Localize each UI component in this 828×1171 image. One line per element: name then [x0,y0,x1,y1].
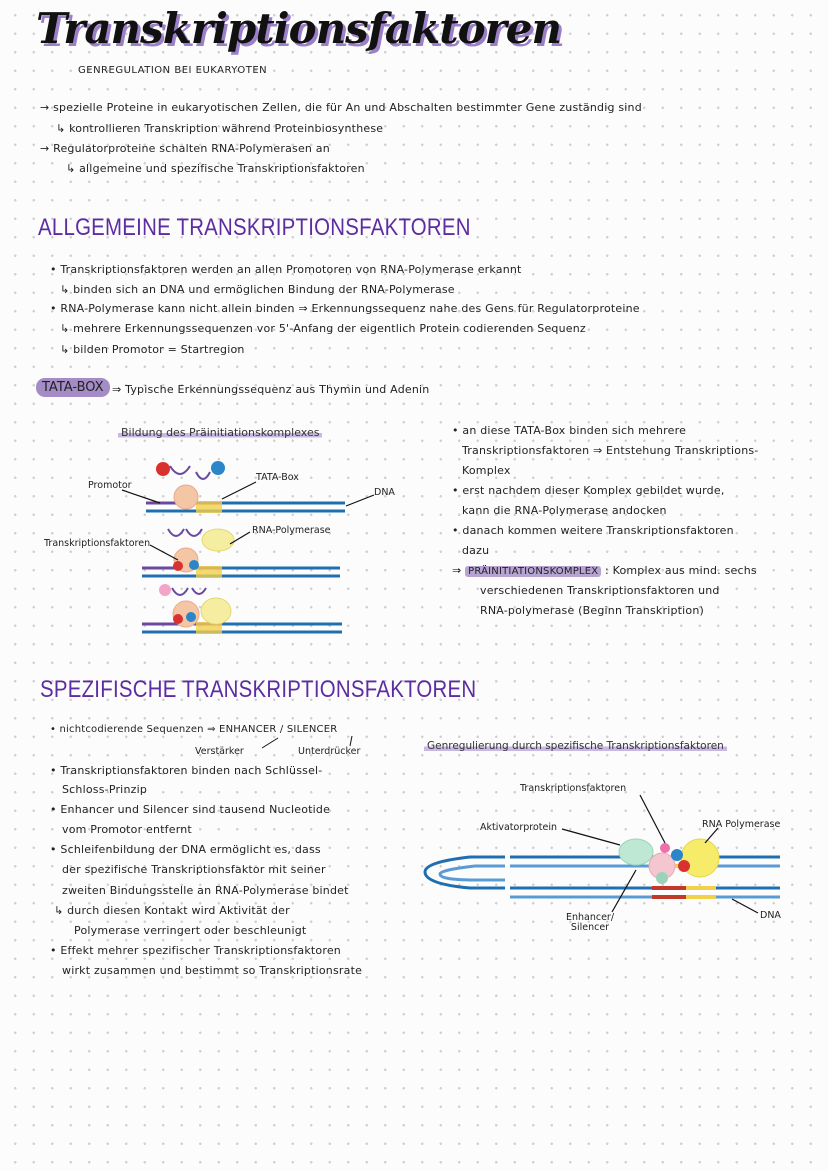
heading-allgemein: ALLGEMEINE TRANSKRIPTIONSFAKTOREN [38,214,471,241]
allgemein-line-5: ↳ bilden Promotor = Startregion [60,343,245,356]
promotor-segment [686,895,716,899]
spez-line-9: ↳ durch diesen Kontakt wird Aktivität der [54,904,290,917]
intro-line-3: → Regulatorproteine schalten RNA-Polymerasen an [40,142,330,155]
tf-green [656,872,668,884]
pik-tag: PRÄINITIATIONSKOMPLEX [465,566,601,577]
label-rna-polymerase: RNA-Polymerase [252,525,331,536]
allgemein-line-2: ↳ binden sich an DNA und ermöglichen Bindung der RNA-Polymerase [60,283,455,296]
tf-red [678,860,690,872]
dna-loop [425,857,505,888]
spez-line-8: zweiten Bindungsstelle an RNA-Polymerase bindet [62,884,349,897]
enhancer-segment [652,886,686,890]
right-line-6: • danach kommen weitere Transkriptionsfaktoren [452,524,734,537]
label-aktivatorprotein: Aktivatorprotein [480,822,558,833]
tata-box-tag: TATA-BOX [36,378,110,397]
allgemein-line-1: • Transkriptionsfaktoren werden an allen Promotoren von RNA-Polymerase erkannt [50,263,522,276]
intro-line-1: → spezielle Proteine in eukaryotischen Zellen, die für An und Abschalten bestimmter Gene zuständig sind [40,101,642,114]
right-line-5: kann die RNA-Polymerase andocken [462,504,667,517]
dna-loop [440,866,505,880]
aktivatorprotein [619,839,653,865]
label-dna: DNA [374,487,395,498]
tata-box-text: ⇒ Typische Erkennungssequenz aus Thymin und Adenin [112,383,430,396]
arrow-dna [732,899,758,913]
label-tf-2: Transkriptionsfaktoren [520,783,627,794]
spez-line-12: wirkt zusammen und bestimmt so Transkriptionsrate [62,964,363,977]
tf-pink-small [660,843,670,853]
page-title: Transkriptionsfaktoren [36,4,562,53]
arrow-tf [640,795,665,843]
label-rna-polymerase-2: RNA Polymerase [702,819,781,830]
allgemein-line-3: • RNA-Polymerase kann nicht allein binden ⇒ Erkennungssequenz nahe des Gens für Regulatorproteine [50,302,640,315]
right-line-1: • an diese TATA-Box binden sich mehrere [452,424,687,437]
right-line-7: dazu [462,544,490,557]
diagram2-caption: Genregulierung durch spezifische Transkriptionsfaktoren [424,740,727,752]
intro-line-4: ↳ allgemeine und spezifische Transkriptionsfaktoren [66,162,365,175]
page-subtitle: GENREGULATION BEI EUKARYOTEN [78,65,268,76]
label-unterdruecker: Unterdrücker [298,746,361,757]
spez-line-5: vom Promotor entfernt [62,823,192,836]
arrow-aktivator [562,829,620,845]
label-tata-box: TATA-Box [256,472,299,483]
right-line-4: • erst nachdem dieser Komplex gebildet wurde, [452,484,725,497]
arrow-enhancer [612,870,636,912]
label-verstaerker: Verstärker [195,746,244,757]
pik-text-1: : Komplex aus mind. sechs [604,564,757,577]
diagram1-caption: Bildung des Präinitiationskomplexes [118,426,322,439]
pik-line-2: verschiedenen Transkriptionsfaktoren und [480,584,720,597]
intro-line-2: ↳ kontrollieren Transkription während Proteinbiosynthese [56,122,384,135]
spez-line-4: • Enhancer und Silencer sind tausend Nucleotide [50,803,331,816]
spez-line-3: Schloss-Prinzip [62,783,148,796]
right-line-2: Transkriptionsfaktoren ⇒ Entstehung Transkriptions- [462,444,759,457]
spez-line-7: der spezifische Transkriptionsfaktor mit seiner [62,863,326,876]
label-transkriptionsfaktoren: Transkriptionsfaktoren [44,538,151,549]
right-line-3: Komplex [462,464,511,477]
arrow-rnapol [705,828,718,843]
pik-line-3: RNA-polymerase (Beginn Transkription) [480,604,704,617]
promotor-segment [686,886,716,890]
spez-line-11: • Effekt mehrer spezifischer Transkriptionsfaktoren [50,944,341,957]
label-enhancer-silencer: Enhancer/ Silencer [565,912,615,933]
allgemein-line-4: ↳ mehrere Erkennungssequenzen vor 5'-Anfang der eigentlich Protein codierenden Sequenz [60,322,586,335]
enhancer-segment [652,895,686,899]
label-dna-2: DNA [760,910,781,921]
tf-blue [671,849,683,861]
pik-arrow: ⇒ [452,564,462,577]
heading-spezifisch: SPEZIFISCHE TRANSKRIPTIONSFAKTOREN [40,676,477,703]
spez-line-1: • nichtcodierende Sequenzen ⇒ ENHANCER / SILENCER [50,724,338,735]
spez-line-10: Polymerase verringert oder beschleunigt [74,924,307,937]
label-promotor: Promotor [88,480,132,491]
spez-line-2: • Transkriptionsfaktoren binden nach Schlüssel- [50,764,323,777]
spez-line-6: • Schleifenbildung der DNA ermöglicht es, dass [50,843,321,856]
